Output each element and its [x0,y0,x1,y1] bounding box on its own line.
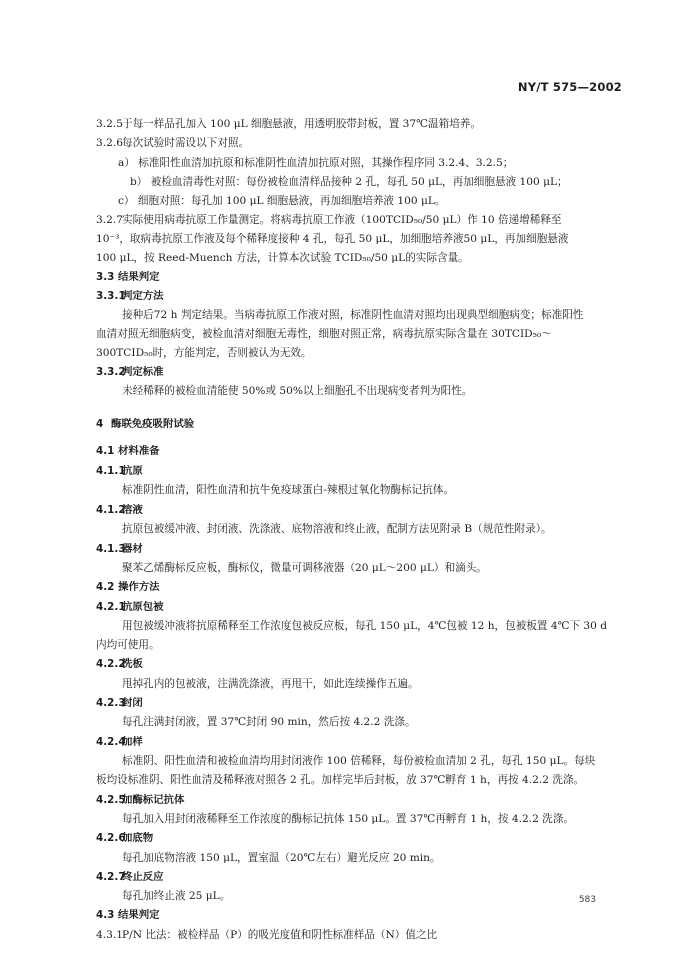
line-text: 标准阴、阳性血清和被检血清均用封闭液作 100 倍稀释，每份被检血清加 2 孔，每孔 150 μL。每块 [122,755,596,767]
line-text: 甩掉孔内的包被液，注满洗涤液，再甩干，如此连续操作五遍。 [122,678,419,690]
line-text: 300TCID₅₀时，方能判定，否则被认为无效。 [96,347,312,359]
clause-number: 3.2.5 [96,118,123,130]
clause-number: 4.1.1 [96,465,126,477]
line-text: 用包被缓冲液将抗原稀释至工作浓度包被反应板，每孔 150 μL，4℃包被 12 h，包被板置 4℃下 30 d [122,620,608,632]
standard-code-header: NY/T 575—2002 [517,80,622,94]
clause-number: 4.2.1 [96,601,126,613]
line-text: 每孔加底物溶液 150 μL，置室温（20℃左右）避光反应 20 min。 [122,852,441,864]
clause-number: 4.1 [96,445,115,457]
line-text: P/N 比法：被检样品（P）的吸光度值和阴性标准样品（N）值之比 [122,929,438,941]
clause-number: 4.2.5 [96,794,126,806]
clause-number: 4.2.7 [96,871,126,883]
line-text: 于每一样品孔加入 100 μL 细胞悬液，用透明胶带封板，置 37℃温箱培养。 [122,118,481,130]
heading-text: 结果判定 [118,271,160,283]
heading-text: 操作方法 [118,581,160,593]
heading-text: 材料准备 [118,445,160,457]
line-text: 标准阴性血清，阳性血清和抗牛免疫球蛋白-辣根过氧化物酶标记抗体。 [122,484,454,496]
clause-number: 4.2.4 [96,736,126,748]
heading-text: 加底物 [122,832,154,844]
heading-text: 抗原 [122,465,143,477]
heading-text: 判定标准 [122,366,164,378]
page-number: 583 [578,895,596,905]
heading-text: 结果判定 [118,909,160,921]
line-text: 每孔加终止液 25 μL。 [122,890,231,902]
clause-number: 4.2.2 [96,658,126,670]
line-text: c） 细胞对照：每孔加 100 μL 细胞悬液，再加细胞培养液 100 μL。 [118,195,446,207]
line-text: 实际使用病毒抗原工作量测定。将病毒抗原工作液（100TCID₅₀/50 μL）作 10 倍递增稀释至 [122,214,562,226]
line-text: 接种后72 h 判定结果。当病毒抗原工作液对照，标准阴性血清对照均出现典型细胞病变；标准阳性 [122,309,584,321]
clause-number: 4.1.3 [96,543,126,555]
line-text: 100 μL，按 Reed-Muench 方法，计算本次试验 TCID₅₀/50 μL的实际含量。 [96,252,469,264]
clause-number: 4.1.2 [96,504,126,516]
heading-text: 器材 [122,543,143,555]
line-text: 抗原包被缓冲液、封闭液、洗涤液、底物溶液和终止液，配制方法见附录 B（规范性附录）。 [122,523,552,535]
line-text: a） 标准阳性血清加抗原和标准阴性血清加抗原对照，其操作程序同 3.2.4、3.2.5； [118,157,514,169]
heading-text: 加样 [122,736,143,748]
line-text: 每孔加入用封闭液稀释至工作浓度的酶标记抗体 150 μL。置 37℃再孵育 1 h，按 4.2.2 洗涤。 [122,813,574,825]
line-text: 内均可使用。 [96,639,160,651]
line-text: 板均设标准阴、阳性血清及稀释液对照各 2 孔。加样完毕后封板，放 37℃孵育 1 h，再按 4.2.2 洗涤。 [96,774,585,786]
line-text: 10⁻³，取病毒抗原工作液及每个稀释度接种 4 孔，每孔 50 μL，加细胞培养液50 μL，再加细胞悬液 [96,233,569,245]
heading-text: 溶液 [122,504,143,516]
clause-number: 3.3 [96,271,115,283]
line-text: 每孔注满封闭液，置 37℃封闭 90 min，然后按 4.2.2 洗涤。 [122,716,416,728]
heading-text: 判定方法 [122,290,164,302]
clause-number: 3.3.1 [96,290,126,302]
clause-number: 3.2.7 [96,214,123,226]
clause-number: 4 [96,418,104,430]
heading-text: 终止反应 [122,871,164,883]
heading-text: 洗板 [122,658,143,670]
line-text: 未经稀释的被检血清能使 50%或 50%以上细胞孔不出现病变者判为阳性。 [122,385,473,397]
clause-number: 4.3 [96,909,115,921]
heading-text: 抗原包被 [122,601,164,613]
clause-number: 4.2.6 [96,832,126,844]
clause-number: 3.2.6 [96,137,123,149]
clause-number: 3.3.2 [96,366,126,378]
line-text: b） 被检血清毒性对照：每份被检血清样品接种 2 孔，每孔 50 μL，再加细胞悬液 100 μL； [130,176,568,188]
line-text: 每次试验时需设以下对照。 [122,137,250,149]
clause-number: 4.3.1 [96,929,123,941]
clause-number: 4.2.3 [96,697,126,709]
heading-text: 封闭 [122,697,143,709]
heading-text: 酶联免疫吸附试验 [111,418,195,430]
heading-text: 加酶标记抗体 [122,794,185,806]
line-text: 聚苯乙烯酶标反应板，酶标仪，微量可调移液器（20 μL～200 μL）和滴头。 [122,562,487,574]
line-text: 血清对照无细胞病变，被检血清对细胞无毒性，细胞对照正常，病毒抗原实际含量在 30TCID₅₀～ [96,328,552,340]
clause-number: 4.2 [96,581,115,593]
